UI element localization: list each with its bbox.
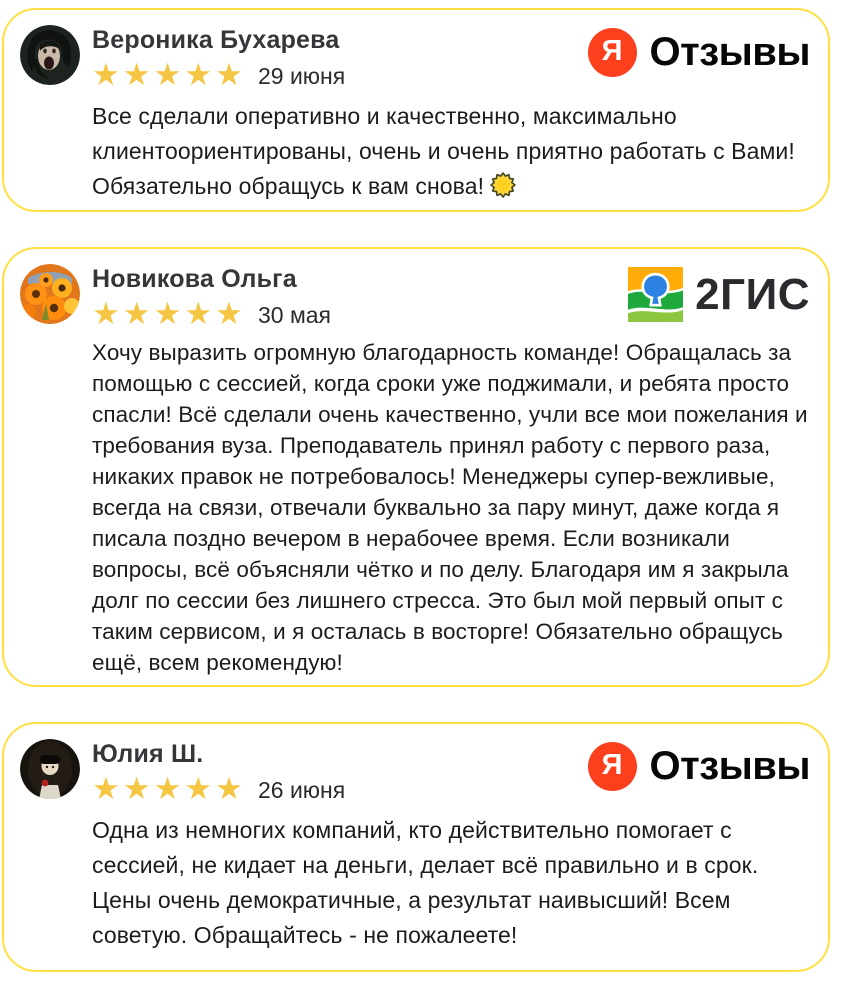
reviewer-info — [92, 738, 346, 807]
review-header — [20, 738, 810, 807]
review-text-content: Одна из немногих компаний, кто действительно помогает с сессией, не кидает на деньги, делает всё правильно и в срок. Цены очень демократичные, а результат наивысший! Всем советую. Обращайтесь - не пожалеете! — [92, 817, 759, 948]
avatar — [20, 264, 80, 324]
reviewer-name: Новикова Ольга — [92, 265, 297, 293]
platform-logo[interactable] — [628, 267, 810, 322]
review-text-content: Хочу выразить огромную благодарность команде! Обращалась за помощью с сессией, когда сроки уже поджимали, и ребята просто спасли! Всё сделали очень качественно, учли все мои пожелания и требования вуза. Преподаватель принял работу с первого раза, никаких правок не потребовалось! Менеджеры супер-вежливые, всегда на связи, отвечали буквально за пару минут, даже когда я писала поздно вечером в нерабочее время. Если возникали вопросы, всё объясняли чётко и по делу. Благодаря им я закрыла долг по сессии без лишнего стресса. Это был мой первый опыт с таким сервисом, и я осталась в восторге! Обязательно обращусь ещё, всем рекомендую! — [92, 340, 808, 675]
review-date: 30 мая — [257, 301, 332, 328]
rating-row — [92, 771, 346, 807]
yandex-icon: Я — [588, 28, 637, 77]
rating-row — [92, 296, 332, 332]
avatar — [20, 25, 80, 85]
2gis-logo[interactable] — [628, 267, 810, 322]
review-text-content: Все сделали оперативно и качественно, максимально клиентоориентированы, очень и очень приятно работать с Вами! Обязательно обращусь к вам снова! — [92, 103, 795, 199]
review-text — [92, 813, 800, 953]
reviewer-info — [92, 263, 332, 332]
yandex-reviews-logo[interactable] — [588, 742, 811, 791]
star-rating: ★★★★★ — [92, 57, 246, 93]
review-card — [2, 247, 830, 687]
reviewer-info — [92, 24, 346, 93]
yandex-reviews-label: Отзывы — [649, 744, 810, 788]
yandex-icon: Я — [588, 742, 637, 791]
star-rating: ★★★★★ — [92, 296, 246, 332]
review-text — [92, 99, 800, 204]
platform-logo[interactable] — [588, 28, 811, 77]
yandex-reviews-label: Отзывы — [649, 30, 810, 74]
platform-logo[interactable] — [588, 742, 811, 791]
reviewer-name: Вероника Бухарева — [92, 26, 340, 54]
review-header — [20, 263, 810, 332]
review-text — [92, 337, 808, 678]
review-date: 29 июня — [257, 62, 346, 89]
star-rating: ★★★★★ — [92, 771, 246, 807]
avatar — [20, 739, 80, 799]
review-card — [2, 8, 830, 212]
2gis-icon — [628, 267, 683, 322]
2gis-label: 2ГИС — [695, 269, 810, 319]
sun-emoji-icon — [490, 172, 516, 198]
yandex-reviews-logo[interactable] — [588, 28, 811, 77]
reviewer-name: Юлия Ш. — [92, 740, 204, 768]
rating-row — [92, 57, 346, 93]
review-date: 26 июня — [257, 776, 346, 803]
review-header — [20, 24, 810, 93]
review-card — [2, 722, 830, 972]
